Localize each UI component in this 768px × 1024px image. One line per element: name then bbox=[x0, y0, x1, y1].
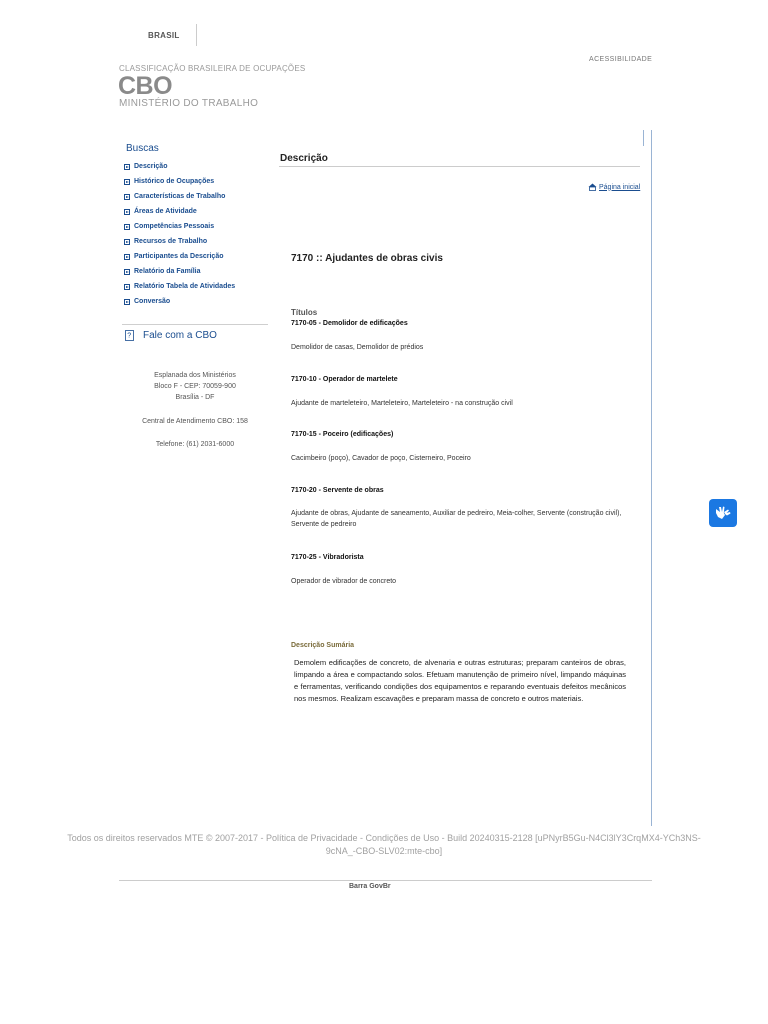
sidebar-item-label: Relatório da Família bbox=[134, 268, 201, 275]
entry-title: 7170-25 - Vibradorista bbox=[291, 554, 364, 561]
descricao-sumaria-text: Demolem edificações de concreto, de alvenaria e outras estruturas; preparam canteiros de obras, limpando a área e compactando solos. Efetuam manutenção de primeiro nível, limpando máquinas e ferramentas, verificando condições dos equipamentos e reparando eventuais defeitos mecânicos nos mesmos. Realizam escavações e preparam massa de concreto e outros materiais. bbox=[294, 658, 626, 703]
sidebar-item-label: Características de Trabalho bbox=[134, 193, 226, 200]
sidebar-item-label: Participantes da Descrição bbox=[134, 253, 224, 260]
arrow-box-icon bbox=[124, 254, 130, 260]
fale-label: Fale com a CBO bbox=[143, 330, 217, 341]
sidebar-item-participantes[interactable] bbox=[124, 249, 235, 264]
entry-synonyms: Operador de vibrador de concreto bbox=[291, 578, 397, 585]
barra-govbr-label: Barra GovBr bbox=[349, 883, 391, 890]
sidebar-item-label: Competências Pessoais bbox=[134, 223, 215, 230]
home-icon bbox=[588, 183, 597, 191]
arrow-box-icon bbox=[124, 194, 130, 200]
sidebar-item-historico[interactable] bbox=[124, 174, 235, 189]
sidebar-item-relatorio-familia[interactable] bbox=[124, 264, 235, 279]
telefone: Telefone: (61) 2031-6000 bbox=[155, 441, 235, 448]
sidebar-item-label: Recursos de Trabalho bbox=[134, 238, 208, 245]
arrow-box-icon bbox=[124, 239, 130, 245]
entry-title: 7170-05 - Demolidor de edificações bbox=[291, 320, 408, 327]
sign-language-hands-icon bbox=[714, 505, 732, 521]
descricao-sumaria-label: Descrição Sumária bbox=[291, 642, 355, 649]
entry-title: 7170-20 - Servente de obras bbox=[291, 487, 384, 494]
govbar-divider bbox=[196, 24, 197, 46]
address-line-1: Esplanada dos Ministérios bbox=[154, 372, 236, 379]
vlibras-button[interactable] bbox=[709, 499, 737, 527]
occupation-title: 7170 :: Ajudantes de obras civis bbox=[291, 253, 443, 264]
sidebar-divider bbox=[122, 324, 268, 325]
sidebar-item-label: Descrição bbox=[134, 163, 168, 170]
sidebar-item-relatorio-atividades[interactable] bbox=[124, 279, 235, 294]
entry-synonyms: Demolidor de casas, Demolidor de prédios bbox=[291, 344, 424, 351]
sidebar-item-label: Áreas de Atividade bbox=[134, 208, 197, 215]
acessibilidade-link[interactable]: ACESSIBILIDADE bbox=[589, 56, 653, 63]
sidebar-item-conversao[interactable] bbox=[124, 294, 235, 309]
entry-synonyms: Ajudante de marteleteiro, Marteleteiro, Marteleteiro - na construção civil bbox=[291, 400, 513, 407]
cbo-logo[interactable]: CBO bbox=[118, 72, 173, 100]
sidebar-menu bbox=[124, 159, 235, 309]
entry-synonyms: Ajudante de obras, Ajudante de saneamento, Auxiliar de pedreiro, Meia-colher, Servente (construção civil), Servente de pedreiro bbox=[291, 510, 622, 528]
pagina-inicial-link[interactable] bbox=[588, 183, 640, 191]
arrow-box-icon bbox=[124, 284, 130, 290]
content-right-border bbox=[651, 130, 652, 826]
ministry-name: MINISTÉRIO DO TRABALHO bbox=[119, 98, 259, 109]
arrow-box-icon bbox=[124, 164, 130, 170]
sidebar-item-caracteristicas[interactable] bbox=[124, 189, 235, 204]
arrow-box-icon bbox=[124, 209, 130, 215]
sidebar-item-label: Histórico de Ocupações bbox=[134, 178, 215, 185]
central-atendimento: Central de Atendimento CBO: 158 bbox=[142, 418, 248, 425]
sidebar-item-competencias[interactable] bbox=[124, 219, 235, 234]
arrow-box-icon bbox=[124, 299, 130, 305]
address-line-3: Brasília - DF bbox=[175, 394, 215, 401]
entry-title: 7170-10 - Operador de martelete bbox=[291, 376, 398, 383]
page-title: Descrição bbox=[280, 153, 328, 164]
arrow-box-icon bbox=[124, 224, 130, 230]
address-line-2: Bloco F - CEP: 70059-900 bbox=[154, 383, 236, 390]
fale-com-cbo-link[interactable] bbox=[125, 330, 217, 341]
sidebar-title: Buscas bbox=[126, 143, 159, 154]
sidebar-item-descricao[interactable] bbox=[124, 159, 235, 174]
entry-synonyms: Cacimbeiro (poço), Cavador de poço, Cisterneiro, Poceiro bbox=[291, 455, 471, 462]
arrow-box-icon bbox=[124, 179, 130, 185]
footer-divider bbox=[119, 880, 652, 881]
entry-title: 7170-15 - Poceiro (edificações) bbox=[291, 431, 394, 438]
title-divider bbox=[279, 166, 640, 167]
sidebar-item-label: Relatório Tabela de Atividades bbox=[134, 283, 236, 290]
sidebar-item-areas[interactable] bbox=[124, 204, 235, 219]
pagina-inicial-label: Página inicial bbox=[599, 183, 641, 191]
titulos-label: Títulos bbox=[291, 308, 318, 317]
content-right-border-top bbox=[643, 130, 644, 146]
sidebar-item-label: Conversão bbox=[134, 298, 171, 305]
svg-text:?: ? bbox=[127, 332, 132, 340]
brasil-link[interactable]: BRASIL bbox=[148, 31, 180, 40]
footer-text: Todos os direitos reservados MTE © 2007-2017 - Política de Privacidade - Condições de Uso - Build 20240315-2128 [uPNyrB5Gu-N4Cl3lY3CrqMX4-YCh3NS-9cNA_-CBO-SLV02:mte-cbo] bbox=[67, 833, 701, 856]
arrow-box-icon bbox=[124, 269, 130, 275]
sidebar-item-recursos[interactable] bbox=[124, 234, 235, 249]
help-form-icon bbox=[125, 330, 135, 341]
header-subtitle: CLASSIFICAÇÃO BRASILEIRA DE OCUPAÇÕES bbox=[119, 64, 306, 73]
